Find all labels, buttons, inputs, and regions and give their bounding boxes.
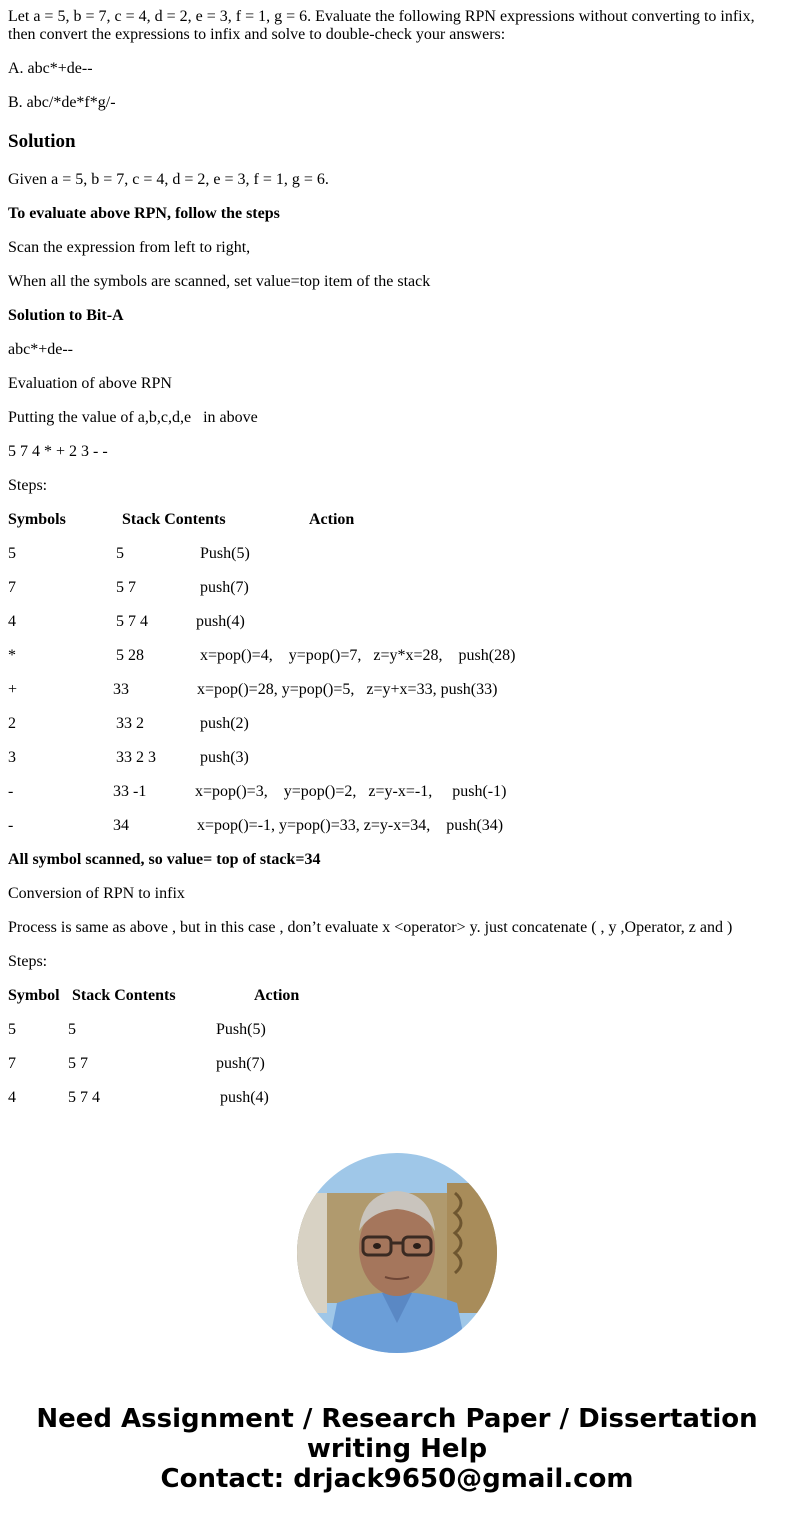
table2-stack: 5 xyxy=(68,1021,76,1038)
table2-action: Push(5) xyxy=(216,1021,266,1038)
table2-stack: 5 7 xyxy=(68,1055,88,1072)
table1-action: x=pop()=-1, y=pop()=33, z=y-x=34, push(34) xyxy=(197,817,504,834)
table1-action: x=pop()=3, y=pop()=2, z=y-x=-1, push(-1) xyxy=(195,783,507,800)
table2-symbol: 5 xyxy=(8,1021,16,1038)
table1-symbol: 2 xyxy=(8,715,16,732)
footer-line-1: Need Assignment / Research Paper / Dissertation xyxy=(36,1404,758,1434)
table2-stack: 5 7 4 xyxy=(68,1089,100,1106)
footer-contact: Contact: drjack9650@gmail.com xyxy=(160,1464,634,1494)
when-scanned-text: When all the symbols are scanned, set value=top item of the stack xyxy=(8,273,431,290)
table2-header-stack: Stack Contents xyxy=(72,987,176,1004)
table1-symbol: 3 xyxy=(8,749,16,766)
expression: abc*+de-- xyxy=(8,341,73,358)
result-text: All symbol scanned, so value= top of stack=34 xyxy=(8,851,321,868)
table1-action: push(7) xyxy=(200,579,249,596)
table1-symbol: * xyxy=(8,647,16,664)
steps-label-2: Steps: xyxy=(8,953,48,970)
table2-header-action: Action xyxy=(254,987,300,1004)
table1-symbol: - xyxy=(8,817,14,834)
table1-stack: 33 -1 xyxy=(113,783,147,800)
footer-banner xyxy=(0,1404,794,1494)
table1-action: Push(5) xyxy=(200,545,250,562)
table1-stack: 5 28 xyxy=(116,647,144,664)
question-part-a: A. abc*+de-- xyxy=(8,60,93,77)
table1-stack: 5 7 xyxy=(116,579,136,596)
table2-action: push(4) xyxy=(220,1089,269,1106)
table1-stack: 5 7 4 xyxy=(116,613,148,630)
evaluation-label: Evaluation of above RPN xyxy=(8,375,172,392)
scan-text: Scan the expression from left to right, xyxy=(8,239,251,256)
table2-action: push(7) xyxy=(216,1055,265,1072)
table2-header-symbol: Symbol xyxy=(8,987,60,1004)
table1-stack: 34 xyxy=(113,817,129,834)
table2-symbol: 4 xyxy=(8,1089,16,1106)
question-intro: Let a = 5, b = 7, c = 4, d = 2, e = 3, f = 1, g = 6. Evaluate the following RPN expressions without converting to infix, then convert the expressions to infix and solve to double-check your answers: xyxy=(8,8,755,43)
table1-stack: 5 xyxy=(116,545,124,562)
table1-symbol: 7 xyxy=(8,579,16,596)
table1-stack: 33 xyxy=(113,681,129,698)
solution-heading: Solution xyxy=(8,131,76,152)
table1-header-action: Action xyxy=(309,511,355,528)
table1-action: push(2) xyxy=(200,715,249,732)
table1-action: push(3) xyxy=(200,749,249,766)
bit-a-heading: Solution to Bit-A xyxy=(8,307,124,324)
table1-header-symbols: Symbols xyxy=(8,511,66,528)
given-values: Given a = 5, b = 7, c = 4, d = 2, e = 3, f = 1, g = 6. xyxy=(8,171,329,188)
avatar xyxy=(297,1153,497,1353)
putting-values-text: Putting the value of a,b,c,d,e in above xyxy=(8,409,258,426)
table1-symbol: - xyxy=(8,783,14,800)
table1-symbol: 4 xyxy=(8,613,16,630)
steps-heading: To evaluate above RPN, follow the steps xyxy=(8,205,280,222)
table1-header-stack: Stack Contents xyxy=(122,511,226,528)
table1-stack: 33 2 3 xyxy=(116,749,156,766)
table1-action: x=pop()=28, y=pop()=5, z=y+x=33, push(33) xyxy=(197,681,498,698)
author-portrait xyxy=(297,1153,497,1353)
numeric-expression: 5 7 4 * + 2 3 - - xyxy=(8,443,108,460)
steps-label: Steps: xyxy=(8,477,48,494)
process-text: Process is same as above , but in this case , don’t evaluate x <operator> y. just concatenate ( , y ,Operator, z and ) xyxy=(8,919,733,936)
conversion-heading: Conversion of RPN to infix xyxy=(8,885,185,902)
table1-symbol: 5 xyxy=(8,545,16,562)
question-part-b: B. abc/*de*f*g/- xyxy=(8,94,116,111)
table1-stack: 33 2 xyxy=(116,715,144,732)
table1-action: x=pop()=4, y=pop()=7, z=y*x=28, push(28) xyxy=(200,647,516,664)
footer-line-2: writing Help xyxy=(306,1434,488,1464)
table1-symbol: + xyxy=(8,681,18,698)
table2-symbol: 7 xyxy=(8,1055,16,1072)
table1-action: push(4) xyxy=(196,613,245,630)
